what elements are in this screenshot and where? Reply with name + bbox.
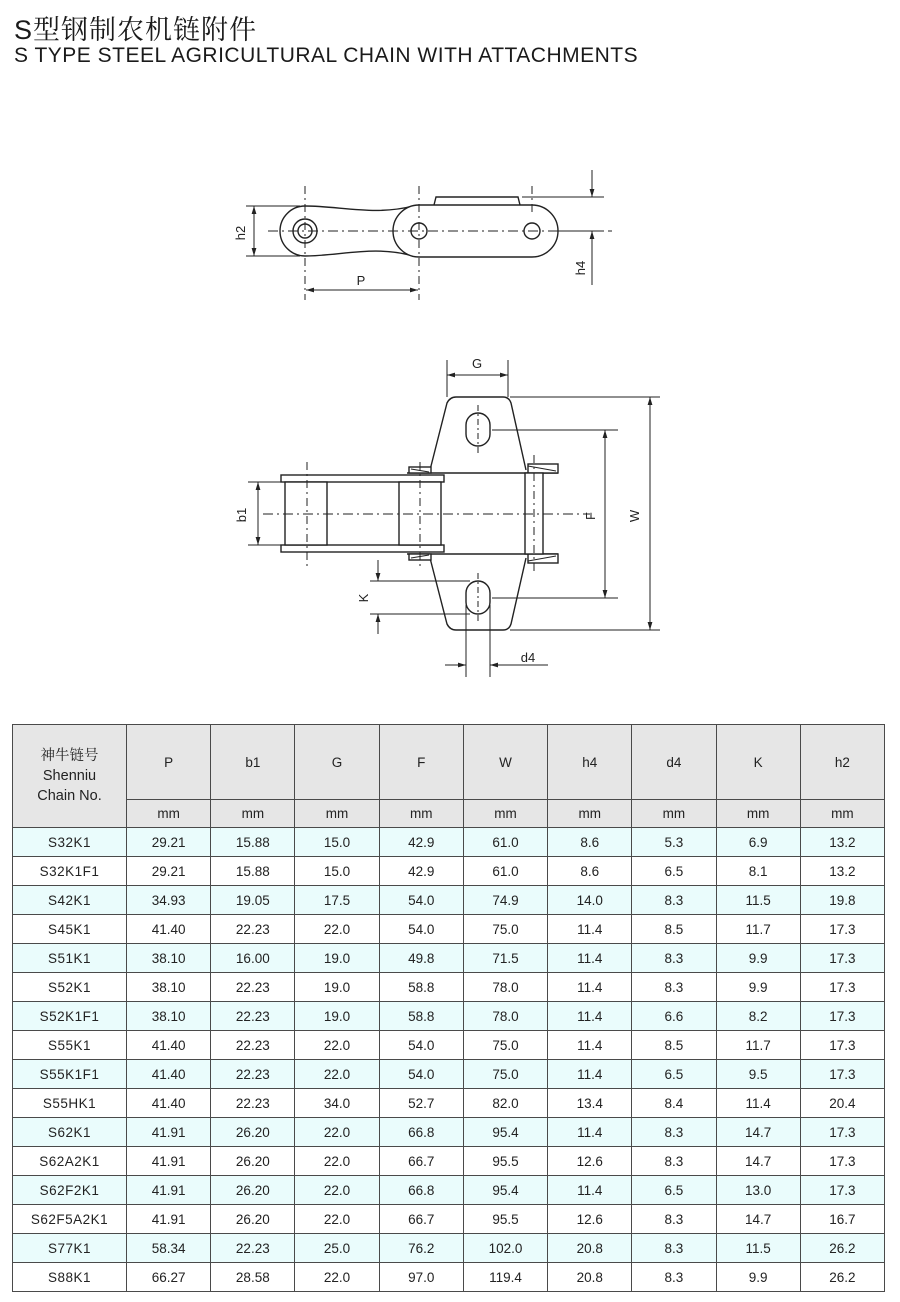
spec-value-cell: 58.8 bbox=[379, 973, 463, 1002]
spec-value-cell: 22.0 bbox=[295, 1031, 379, 1060]
dim-label-b1: b1 bbox=[234, 507, 249, 523]
spec-value-cell: 8.5 bbox=[632, 915, 716, 944]
spec-value-cell: 78.0 bbox=[463, 973, 547, 1002]
header-b1: b1 bbox=[211, 725, 295, 800]
spec-value-cell: 15.0 bbox=[295, 857, 379, 886]
spec-value-cell: 15.0 bbox=[295, 828, 379, 857]
spec-value-cell: 8.6 bbox=[548, 857, 632, 886]
chain-model-cell: S62F2K1 bbox=[13, 1176, 127, 1205]
spec-value-cell: 54.0 bbox=[379, 915, 463, 944]
spec-value-cell: 22.0 bbox=[295, 1263, 379, 1292]
dim-label-h4: h4 bbox=[573, 260, 588, 276]
spec-value-cell: 28.58 bbox=[211, 1263, 295, 1292]
spec-value-cell: 8.3 bbox=[632, 1263, 716, 1292]
spec-value-cell: 6.5 bbox=[632, 1176, 716, 1205]
spec-value-cell: 41.91 bbox=[127, 1147, 211, 1176]
spec-value-cell: 11.7 bbox=[716, 1031, 800, 1060]
spec-value-cell: 11.4 bbox=[548, 1118, 632, 1147]
page-title-en: S TYPE STEEL AGRICULTURAL CHAIN WITH ATTACHMENTS bbox=[14, 44, 639, 67]
spec-value-cell: 13.0 bbox=[716, 1176, 800, 1205]
spec-value-cell: 17.5 bbox=[295, 886, 379, 915]
header-h2: h2 bbox=[800, 725, 884, 800]
spec-value-cell: 15.88 bbox=[211, 857, 295, 886]
chain-model-cell: S42K1 bbox=[13, 886, 127, 915]
side-view-drawing bbox=[268, 186, 612, 300]
table-row bbox=[13, 1147, 885, 1176]
spec-value-cell: 61.0 bbox=[463, 857, 547, 886]
spec-value-cell: 19.8 bbox=[800, 886, 884, 915]
table-row bbox=[13, 1002, 885, 1031]
spec-value-cell: 11.4 bbox=[548, 915, 632, 944]
table-row bbox=[13, 857, 885, 886]
chain-model-cell: S32K1 bbox=[13, 828, 127, 857]
spec-value-cell: 17.3 bbox=[800, 1060, 884, 1089]
spec-value-cell: 119.4 bbox=[463, 1263, 547, 1292]
spec-value-cell: 54.0 bbox=[379, 1060, 463, 1089]
dim-label-k: K bbox=[356, 593, 371, 603]
spec-value-cell: 95.5 bbox=[463, 1147, 547, 1176]
spec-value-cell: 14.7 bbox=[716, 1205, 800, 1234]
spec-value-cell: 26.20 bbox=[211, 1118, 295, 1147]
table-row bbox=[13, 1060, 885, 1089]
unit-cell: mm bbox=[379, 800, 463, 828]
spec-value-cell: 17.3 bbox=[800, 1176, 884, 1205]
table-row bbox=[13, 1234, 885, 1263]
spec-value-cell: 22.23 bbox=[211, 1234, 295, 1263]
chain-model-cell: S52K1 bbox=[13, 973, 127, 1002]
spec-value-cell: 11.4 bbox=[548, 1060, 632, 1089]
header-p: P bbox=[127, 725, 211, 800]
spec-value-cell: 34.0 bbox=[295, 1089, 379, 1118]
spec-value-cell: 20.4 bbox=[800, 1089, 884, 1118]
spec-value-cell: 41.40 bbox=[127, 1060, 211, 1089]
spec-value-cell: 11.4 bbox=[716, 1089, 800, 1118]
spec-value-cell: 34.93 bbox=[127, 886, 211, 915]
unit-cell: mm bbox=[632, 800, 716, 828]
spec-value-cell: 95.4 bbox=[463, 1176, 547, 1205]
spec-value-cell: 22.0 bbox=[295, 1176, 379, 1205]
spec-value-cell: 8.6 bbox=[548, 828, 632, 857]
header-w: W bbox=[463, 725, 547, 800]
header-chain-no-cn: 神牛链号 bbox=[40, 748, 99, 764]
spec-value-cell: 52.7 bbox=[379, 1089, 463, 1118]
spec-value-cell: 66.8 bbox=[379, 1176, 463, 1205]
spec-value-cell: 22.23 bbox=[211, 1060, 295, 1089]
spec-value-cell: 11.5 bbox=[716, 886, 800, 915]
dim-label-h2: h2 bbox=[233, 225, 248, 241]
spec-value-cell: 17.3 bbox=[800, 1002, 884, 1031]
unit-row bbox=[13, 800, 885, 828]
header-k: K bbox=[716, 725, 800, 800]
spec-value-cell: 75.0 bbox=[463, 1060, 547, 1089]
spec-value-cell: 25.0 bbox=[295, 1234, 379, 1263]
spec-value-cell: 22.23 bbox=[211, 1031, 295, 1060]
spec-value-cell: 61.0 bbox=[463, 828, 547, 857]
spec-value-cell: 22.0 bbox=[295, 1147, 379, 1176]
spec-value-cell: 8.2 bbox=[716, 1002, 800, 1031]
table-row bbox=[13, 1176, 885, 1205]
spec-value-cell: 42.9 bbox=[379, 828, 463, 857]
spec-value-cell: 8.4 bbox=[632, 1089, 716, 1118]
table-row bbox=[13, 1031, 885, 1060]
spec-value-cell: 8.5 bbox=[632, 1031, 716, 1060]
spec-value-cell: 75.0 bbox=[463, 1031, 547, 1060]
spec-value-cell: 8.3 bbox=[632, 1147, 716, 1176]
spec-value-cell: 8.1 bbox=[716, 857, 800, 886]
chain-model-cell: S62F5A2K1 bbox=[13, 1205, 127, 1234]
table-row bbox=[13, 828, 885, 857]
dim-label-f: F bbox=[583, 512, 598, 520]
spec-value-cell: 9.9 bbox=[716, 973, 800, 1002]
spec-value-cell: 54.0 bbox=[379, 886, 463, 915]
spec-value-cell: 19.0 bbox=[295, 1002, 379, 1031]
spec-value-cell: 5.3 bbox=[632, 828, 716, 857]
spec-value-cell: 19.0 bbox=[295, 944, 379, 973]
spec-value-cell: 14.7 bbox=[716, 1147, 800, 1176]
unit-cell: mm bbox=[463, 800, 547, 828]
chain-model-cell: S55K1 bbox=[13, 1031, 127, 1060]
spec-value-cell: 22.0 bbox=[295, 1118, 379, 1147]
spec-value-cell: 8.3 bbox=[632, 1205, 716, 1234]
spec-value-cell: 13.2 bbox=[800, 857, 884, 886]
spec-value-cell: 13.2 bbox=[800, 828, 884, 857]
spec-value-cell: 8.3 bbox=[632, 886, 716, 915]
unit-cell: mm bbox=[716, 800, 800, 828]
spec-value-cell: 22.0 bbox=[295, 1060, 379, 1089]
spec-value-cell: 17.3 bbox=[800, 1147, 884, 1176]
table-row bbox=[13, 915, 885, 944]
unit-cell: mm bbox=[211, 800, 295, 828]
spec-value-cell: 95.4 bbox=[463, 1118, 547, 1147]
spec-value-cell: 95.5 bbox=[463, 1205, 547, 1234]
spec-value-cell: 11.4 bbox=[548, 973, 632, 1002]
spec-value-cell: 41.91 bbox=[127, 1176, 211, 1205]
spec-value-cell: 22.23 bbox=[211, 1002, 295, 1031]
spec-value-cell: 29.21 bbox=[127, 828, 211, 857]
spec-value-cell: 6.6 bbox=[632, 1002, 716, 1031]
spec-value-cell: 26.20 bbox=[211, 1147, 295, 1176]
dim-label-d4: d4 bbox=[520, 650, 536, 665]
spec-value-cell: 11.4 bbox=[548, 1002, 632, 1031]
spec-value-cell: 8.3 bbox=[632, 1234, 716, 1263]
spec-value-cell: 11.5 bbox=[716, 1234, 800, 1263]
spec-value-cell: 11.4 bbox=[548, 1031, 632, 1060]
dim-label-p: P bbox=[356, 273, 366, 288]
spec-value-cell: 8.3 bbox=[632, 973, 716, 1002]
spec-value-cell: 41.40 bbox=[127, 915, 211, 944]
spec-value-cell: 20.8 bbox=[548, 1263, 632, 1292]
unit-cell: mm bbox=[548, 800, 632, 828]
dim-label-g: G bbox=[471, 356, 483, 371]
spec-value-cell: 11.4 bbox=[548, 944, 632, 973]
spec-value-cell: 22.0 bbox=[295, 1205, 379, 1234]
spec-value-cell: 26.20 bbox=[211, 1205, 295, 1234]
dim-label-w: W bbox=[627, 509, 642, 523]
spec-value-cell: 26.20 bbox=[211, 1176, 295, 1205]
spec-value-cell: 74.9 bbox=[463, 886, 547, 915]
table-row bbox=[13, 973, 885, 1002]
spec-value-cell: 11.4 bbox=[548, 1176, 632, 1205]
spec-value-cell: 38.10 bbox=[127, 1002, 211, 1031]
spec-value-cell: 41.40 bbox=[127, 1031, 211, 1060]
spec-value-cell: 17.3 bbox=[800, 915, 884, 944]
chain-model-cell: S45K1 bbox=[13, 915, 127, 944]
spec-value-cell: 9.9 bbox=[716, 944, 800, 973]
spec-value-cell: 6.5 bbox=[632, 1060, 716, 1089]
header-f: F bbox=[379, 725, 463, 800]
spec-value-cell: 82.0 bbox=[463, 1089, 547, 1118]
spec-value-cell: 75.0 bbox=[463, 915, 547, 944]
spec-value-cell: 38.10 bbox=[127, 973, 211, 1002]
spec-value-cell: 22.0 bbox=[295, 915, 379, 944]
chain-model-cell: S55HK1 bbox=[13, 1089, 127, 1118]
chain-model-cell: S62K1 bbox=[13, 1118, 127, 1147]
spec-value-cell: 66.7 bbox=[379, 1205, 463, 1234]
spec-value-cell: 17.3 bbox=[800, 1118, 884, 1147]
spec-table-body bbox=[13, 828, 885, 1292]
spec-value-cell: 71.5 bbox=[463, 944, 547, 973]
header-chain-no-en1: Shenniu bbox=[42, 768, 97, 784]
header-h4: h4 bbox=[548, 725, 632, 800]
spec-value-cell: 8.3 bbox=[632, 944, 716, 973]
spec-value-cell: 20.8 bbox=[548, 1234, 632, 1263]
spec-value-cell: 16.00 bbox=[211, 944, 295, 973]
spec-value-cell: 49.8 bbox=[379, 944, 463, 973]
spec-value-cell: 16.7 bbox=[800, 1205, 884, 1234]
spec-value-cell: 22.23 bbox=[211, 915, 295, 944]
header-chain-no-en2: Chain No. bbox=[37, 788, 102, 804]
spec-value-cell: 26.2 bbox=[800, 1234, 884, 1263]
spec-value-cell: 14.7 bbox=[716, 1118, 800, 1147]
table-row bbox=[13, 1263, 885, 1292]
top-view-drawing bbox=[263, 397, 590, 630]
page-title-cn: S型钢制农机链附件 bbox=[14, 15, 258, 45]
spec-value-cell: 66.7 bbox=[379, 1147, 463, 1176]
spec-value-cell: 15.88 bbox=[211, 828, 295, 857]
chain-model-cell: S55K1F1 bbox=[13, 1060, 127, 1089]
header-chain-no bbox=[13, 725, 127, 828]
spec-value-cell: 8.3 bbox=[632, 1118, 716, 1147]
spec-value-cell: 12.6 bbox=[548, 1147, 632, 1176]
spec-value-cell: 66.8 bbox=[379, 1118, 463, 1147]
spec-value-cell: 17.3 bbox=[800, 973, 884, 1002]
spec-value-cell: 41.91 bbox=[127, 1118, 211, 1147]
table-row bbox=[13, 944, 885, 973]
chain-model-cell: S32K1F1 bbox=[13, 857, 127, 886]
spec-table bbox=[12, 724, 885, 1292]
chain-model-cell: S62A2K1 bbox=[13, 1147, 127, 1176]
table-row bbox=[13, 886, 885, 915]
header-d4: d4 bbox=[632, 725, 716, 800]
spec-value-cell: 12.6 bbox=[548, 1205, 632, 1234]
spec-value-cell: 54.0 bbox=[379, 1031, 463, 1060]
unit-cell: mm bbox=[800, 800, 884, 828]
spec-value-cell: 38.10 bbox=[127, 944, 211, 973]
unit-cell: mm bbox=[295, 800, 379, 828]
spec-value-cell: 19.05 bbox=[211, 886, 295, 915]
table-row bbox=[13, 1118, 885, 1147]
spec-value-cell: 14.0 bbox=[548, 886, 632, 915]
spec-value-cell: 97.0 bbox=[379, 1263, 463, 1292]
chain-model-cell: S52K1F1 bbox=[13, 1002, 127, 1031]
table-row bbox=[13, 1205, 885, 1234]
spec-value-cell: 26.2 bbox=[800, 1263, 884, 1292]
spec-value-cell: 29.21 bbox=[127, 857, 211, 886]
spec-value-cell: 22.23 bbox=[211, 1089, 295, 1118]
unit-cell: mm bbox=[127, 800, 211, 828]
spec-value-cell: 9.9 bbox=[716, 1263, 800, 1292]
spec-value-cell: 58.34 bbox=[127, 1234, 211, 1263]
spec-value-cell: 42.9 bbox=[379, 857, 463, 886]
spec-value-cell: 66.27 bbox=[127, 1263, 211, 1292]
spec-value-cell: 19.0 bbox=[295, 973, 379, 1002]
chain-model-cell: S77K1 bbox=[13, 1234, 127, 1263]
spec-value-cell: 58.8 bbox=[379, 1002, 463, 1031]
spec-value-cell: 102.0 bbox=[463, 1234, 547, 1263]
spec-value-cell: 78.0 bbox=[463, 1002, 547, 1031]
header-g: G bbox=[295, 725, 379, 800]
spec-value-cell: 17.3 bbox=[800, 944, 884, 973]
chain-model-cell: S88K1 bbox=[13, 1263, 127, 1292]
spec-value-cell: 9.5 bbox=[716, 1060, 800, 1089]
spec-value-cell: 22.23 bbox=[211, 973, 295, 1002]
spec-value-cell: 6.5 bbox=[632, 857, 716, 886]
spec-value-cell: 41.40 bbox=[127, 1089, 211, 1118]
spec-value-cell: 41.91 bbox=[127, 1205, 211, 1234]
spec-value-cell: 11.7 bbox=[716, 915, 800, 944]
header-row bbox=[13, 725, 885, 800]
spec-value-cell: 17.3 bbox=[800, 1031, 884, 1060]
spec-value-cell: 6.9 bbox=[716, 828, 800, 857]
chain-model-cell: S51K1 bbox=[13, 944, 127, 973]
spec-value-cell: 76.2 bbox=[379, 1234, 463, 1263]
spec-value-cell: 13.4 bbox=[548, 1089, 632, 1118]
table-row bbox=[13, 1089, 885, 1118]
